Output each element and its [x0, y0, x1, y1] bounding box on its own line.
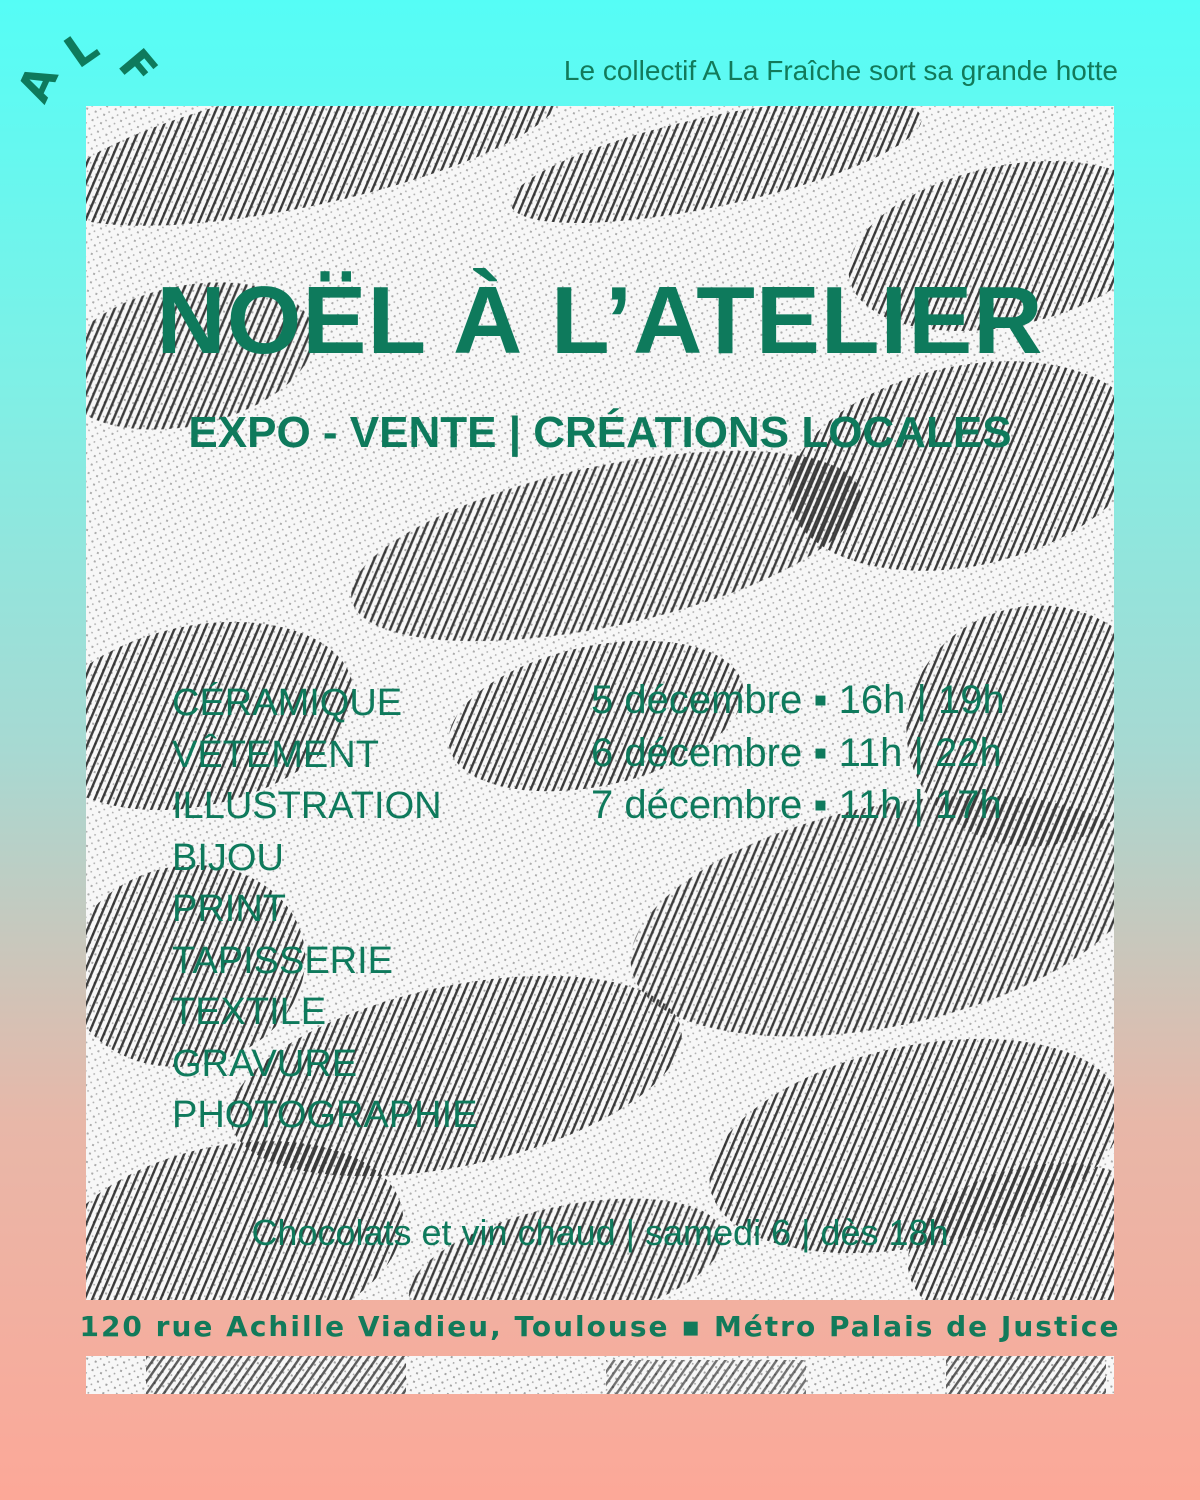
logo-letter-a: A — [8, 57, 69, 111]
date-item: 5 décembre ▪ 16h | 19h — [591, 678, 1005, 722]
extra-note: Chocolats et vin chaud | samedi 6 | dès 18h — [251, 1212, 949, 1253]
event-subtitle: EXPO - VENTE | CRÉATIONS LOCALES — [188, 408, 1012, 457]
category-item: PHOTOGRAPHIE — [172, 1094, 478, 1136]
alf-logo — [8, 10, 167, 111]
date-item: 7 décembre ▪ 11h | 17h — [591, 783, 1002, 827]
logo-letter-l: L — [55, 20, 108, 79]
logo-letter-f: F — [108, 39, 167, 96]
category-item: ILLUSTRATION — [172, 785, 442, 827]
strip-texture — [86, 1356, 1114, 1394]
event-title: NOËL À L’ATELIER — [156, 267, 1044, 374]
category-item: PRINT — [172, 888, 286, 930]
address-line: 120 rue Achille Viadieu, Toulouse ▪ Métro Palais de Justice — [79, 1310, 1121, 1343]
category-list — [172, 678, 477, 1142]
category-item: BIJOU — [172, 836, 284, 879]
tagline: Le collectif A La Fraîche sort sa grande hotte — [563, 55, 1118, 86]
category-item: GRAVURE — [172, 1042, 358, 1085]
poster-panel — [86, 106, 1114, 1300]
category-item: TAPISSERIE — [172, 939, 394, 982]
date-item: 6 décembre ▪ 11h | 22h — [591, 730, 1002, 775]
category-item: CÉRAMIQUE — [172, 682, 403, 724]
bottom-texture-strip — [86, 1356, 1114, 1394]
category-item: VÊTEMENT — [172, 733, 379, 776]
date-list — [591, 674, 1005, 832]
category-item: TEXTILE — [172, 991, 327, 1033]
